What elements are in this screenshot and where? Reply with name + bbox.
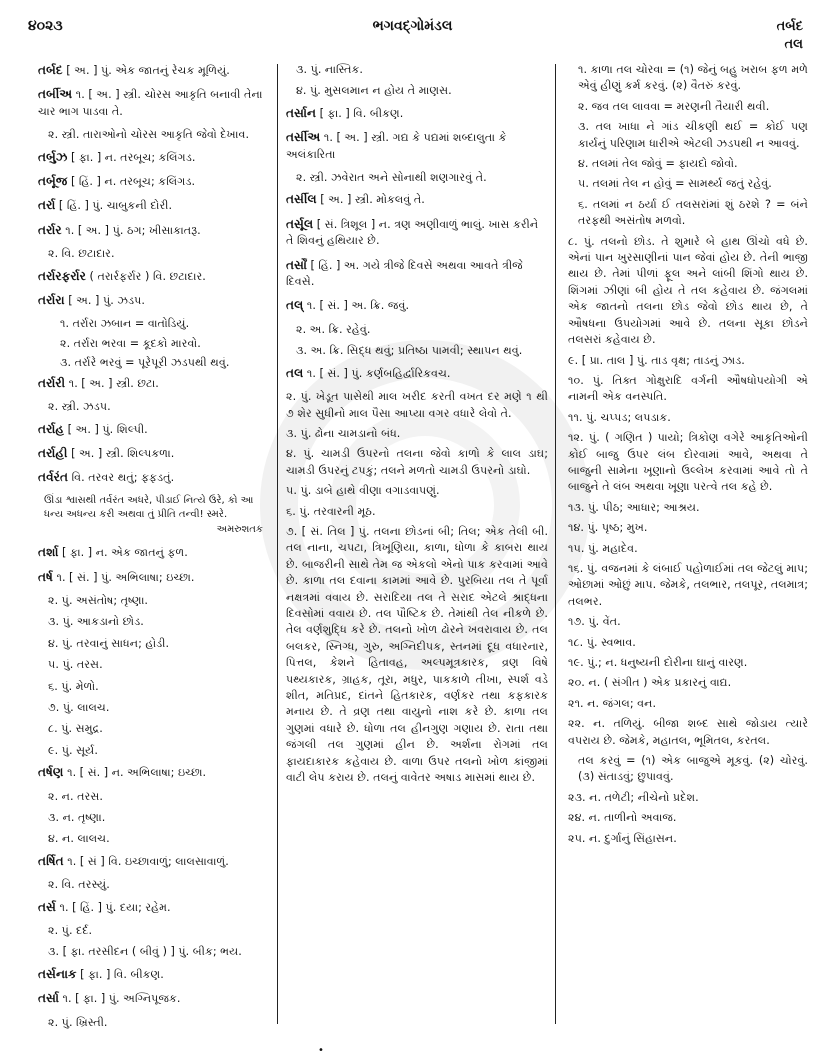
guide-word-last: તલ: [784, 37, 803, 52]
sense-item: ૩. ન. તૃષ્ણા.: [48, 811, 106, 824]
sense-paragraph: ૧૬. પું. વજનમાં કે લંબાઈ પહોળાઈમાં તલ જેટલું માપ; ઓછામાં ઓછું માપ. જેમકે, તલભાર, તલપૂર, તલમાત્ર; તલભર.: [568, 561, 808, 608]
sense-paragraph: ૧૭. પું. વેંત.: [568, 615, 621, 629]
definition: [ અ. ] પું. શિલ્પી.: [64, 422, 148, 436]
column-left: [38, 62, 263, 1036]
headword: તર્સીલ: [286, 192, 317, 207]
headword: તર્સીઅ: [286, 130, 321, 145]
sense-paragraph: ૨૫. ન. દુર્ગાનું સિંહાસન.: [568, 831, 677, 845]
headword: તર્રાર: [38, 222, 62, 237]
sense-paragraph: ૭. [ સં. તિલ ] પું. તલના છોડનાં બી; તિલ; એક તેલી બી. તલ નાના, ચપટા, ત્રિખૂણિયા, કાળા, ધોળા કે કાબરા થાય છે. બાજરીની સાથે તેમ જ એકલો એનો પાક કરવામાં આવે છે. કાળા તલ દવાના કામમાં આવે છે. પુરબિયા તલ તે પૂર્વા નક્ષત્રમાં વવાય છે. સરાદિયા તલ તે સરાદ એટલે શ્રાદ્ધના દિવસોમાં વવાય છે. તલ પૌષ્ટિક છે. તેમાંથી તેલ નીકળે છે. તેલ વર્ણશુદ્ધિ કરે છે. તલનો ખોળ ઢોરને ખવરાવાય છે. તલ બલકર, સ્નિગ્ધ, ગુરુ, અગ્નિદીપક, સ્તનમાં દૂધ વધારનાર, પિત્તલ, કેશને હિતાવહ, અલ્પમૂત્રકારક, વ્રણ વિષે પથ્યકારક, ગ્રાહક, તૂરા, મધુર, પાકકાળે તીખા, સ્પર્શ વડે શીત, મતિપ્રદ, દાંતને હિતકારક, વર્ણકર તથા કફકારક મનાય છે. તે વ્રણ તથા વાયુનો નાશ કરે છે. કાળા તલ ગુણમાં વધારે છે. ધોળા તલ હીનગુણ ગણાય છે. રાતા તથા જંગલી તલ ગુણમાં હીન છે. અર્શના રોગમાં તલ ફાયદાકારક કહેવાય છે. વાળા ઉપર તલનો ખોળ કાંજીમાં વાટી લેપ કરાય છે. તલનું વાવેતર અષાડ માસમાં થાય છે.: [286, 524, 548, 785]
dictionary-entry: [38, 421, 263, 438]
dictionary-entry: [286, 365, 548, 382]
sense-item: ૫. પું. તરસ.: [48, 658, 103, 672]
dictionary-entry: [38, 544, 263, 561]
guide-word-first: તર્બદ: [776, 19, 803, 34]
definition: [ હિં. ] અ. ગયે ત્રીજે દિવસે અથવા આવતે ત્રીજે દિવસે.: [286, 258, 523, 289]
idiom-paragraph: ૩. તલ ખાધા ને ગાંડ ચીકણી થઈ = કોઈ પણ કાર્યનું પરિણામ ધારીએ એટલી ઝડપથી ન આવવું.: [578, 120, 808, 150]
sense-item: ૨. વિ. તરસ્યું.: [48, 878, 110, 892]
sense-paragraph: ૧૩. પું. પીઠ; આધાર; આશ્રય.: [568, 500, 700, 514]
headword: તર્સા: [38, 991, 59, 1006]
definition: [ સં. ત્રિશૂલ ] ન. ત્રણ અણીવાળું ભાલું. ખાસ કરીને તે શિવનું હથિયાર છે.: [286, 217, 539, 248]
sense-item: ૩. પું. આકડાનો છોડ.: [48, 615, 144, 629]
definition: વિ. તરવર થતું; ફફડતું.: [68, 471, 175, 485]
sense-item: ૨. અ. ક્રિ. રહેવું.: [296, 322, 371, 336]
dictionary-entry: [38, 86, 263, 120]
sense-paragraph: ૨૩. ન. તળેટી; નીચેનો પ્રદેશ.: [568, 790, 699, 804]
sense-paragraph: ૮. પું. તલનો છોડ. તે શુમારે બે હાથ ઊંચો વધે છે. એનાં પાન ખુરસાણીનાં પાન જેવાં હોય છે. તેની ભાજી થાય છે. તેમાં પીળાં ફૂલ અને લાંબી શિંગો થાય છે. શિંગમાં ઝીણાં બી હોય તે તલ કહેવાય છે. જંગલમાં એક જાતનો તલના છોડ જેવો છોડ થાય છે, તે ઔષધના ઉપયોગમાં આવે છે. તલના સૂકા છોડને તલસરાં કહેવાય છે.: [568, 234, 808, 347]
dictionary-entry: [38, 469, 263, 486]
definition: ( તરાર્રફર્રાર ) વિ. છટાદાર.: [85, 269, 206, 283]
column-divider-1: [277, 64, 278, 1024]
definition: ૧. [ હિં. ] પું. દયા; રહેમ.: [55, 900, 171, 914]
quotation-source: અમરુશતક: [216, 523, 263, 535]
headword: તર્ષ: [38, 569, 53, 584]
idiom-item: ૨. તર્રારા ભરવા = કૂદકો મારવો.: [60, 336, 201, 350]
dictionary-entry: [38, 966, 263, 983]
idiom-paragraph: ૪. તલમાં તેલ જોવું = ફાયદો જોવો.: [578, 157, 738, 171]
sense-paragraph: ૧૮. પું. સ્વભાવ.: [568, 635, 636, 649]
definition: ૧. [ સં. ] અ. ક્રિ. જવું.: [303, 299, 410, 313]
sense-item: ૯. પું. સૂર્ય.: [48, 743, 98, 757]
sense-paragraph: ૧૧. પું. ચપ્પડ; લપડાક.: [568, 410, 671, 424]
dictionary-entry: [286, 129, 548, 163]
sense-item: ૩. [ ફા. તરસીદન ( બીવું ) ] પું. બીક; ભય.: [48, 945, 242, 959]
dictionary-entry: [38, 764, 263, 781]
headword: તર્સાન: [286, 105, 317, 120]
sense-paragraph: ૧૫. પું. મહાદેવ.: [568, 541, 638, 555]
idiom-paragraph: ૧. કાળા તલ ચોરવા = (૧) જેનું બહુ ખરાબ ફળ મળે એવું હીણું કર્મ કરવું. (૨) વૈતરું કરવું.: [578, 63, 808, 93]
definition: ૧. [ અ. ] સ્ત્રી. ચોરસ આકૃતિ બનાવી તેના ચાર ભાગ પાડવા તે.: [38, 88, 263, 118]
dictionary-entry: [38, 222, 263, 239]
sense-item: ૨. સ્ત્રી. ઝડપ.: [48, 400, 111, 414]
sense-paragraph: ૨૪. ન. તાળીનો અવાજ.: [568, 811, 677, 825]
definition: [ અ. ] પું. ઝડપ.: [64, 294, 145, 308]
dictionary-entry: [38, 375, 263, 392]
definition: ૧. [ સં. ] ન. અભિલાષા; ઇચ્છા.: [63, 766, 207, 780]
dictionary-entry: [286, 105, 548, 122]
sense-item: ૭. પું. લાલચ.: [48, 700, 110, 714]
sense-item: ૩. અ. ક્રિ. સિદ્ધ થવું; પ્રતિષ્ઠા પામવી; સ્થાપન થવું.: [296, 344, 523, 358]
column-middle: [286, 62, 548, 790]
idiom-paragraph: તલ કરવું = (૧) એક બાજુએ મૂકવું. (૨) ચોરવું. (૩) સંતાડવું; છુપાવવું.: [578, 754, 808, 784]
sense-paragraph: ૪. પું. ચામડી ઉપરનો તલના જેવો કાળો કે લાલ ડાઘ; ચામડી ઉપરનું ટપકું; તલને મળતો ચામડી ઉપરનો ડાઘો.: [286, 447, 548, 477]
dictionary-entry: [38, 268, 263, 285]
guide-words: [777, 18, 803, 54]
definition: [ અ. ] પું. એક જાતનું રેચક મૂળિયું.: [62, 64, 230, 77]
dictionary-entry: [38, 173, 263, 190]
sense-item: ૨. પું. દર્દ.: [48, 924, 93, 938]
dictionary-entry: [38, 445, 263, 462]
sense-item: ૨. ન. તરસ.: [48, 789, 103, 803]
sense-paragraph: ૩. પું. ઢોના ચામડાનો બંધ.: [286, 426, 401, 440]
definition: [ અ. ] સ્ત્રી. મોકલવું તે.: [316, 193, 425, 207]
idiom-item: ૩. તર્રારે ભરવું = પૂરેપૂરી ઝડપથી થવું.: [60, 356, 230, 370]
headword: તર્બૂજ: [38, 174, 68, 189]
headword: તર્ષિત: [38, 853, 64, 868]
sense-item: ૩. પું. નાસ્તિક.: [296, 63, 363, 76]
sense-paragraph: ૨૧. ન. જંગલ; વન.: [568, 696, 657, 710]
definition: ૧. [ અ. ] પું. ઠગ; ખીસાકાતરૂ.: [61, 223, 201, 237]
definition: ૧. [ સં ] વિ. ઇચ્છાવાળું; લાલસાવાળું.: [63, 854, 229, 868]
sense-item: ૮. પું. સમુદ્ર.: [48, 722, 103, 736]
headword: તર્સ: [38, 899, 56, 914]
idiom-item: ૧. તર્રારા ઝબાન = વાતોડિયું.: [60, 317, 190, 331]
dictionary-entry: [38, 899, 263, 916]
headword: તર્સનાક: [38, 966, 77, 981]
headword: તલ્: [286, 298, 304, 313]
headword: તર્બદ: [38, 63, 63, 77]
sense-paragraph: ૫. પું. ડાબે હાથે વીણા વગાડવાપણું.: [286, 484, 440, 498]
headword: તર્રારફર્રાર: [38, 268, 86, 283]
running-title: ભગવદ્ગોમંડલ: [372, 18, 453, 34]
sense-item: ૬. પું. મેળો.: [48, 679, 99, 693]
dictionary-entry: [286, 216, 548, 250]
sense-paragraph: ૨૦. ન. ( સંગીત ) એક પ્રકારનું વાદ્ય.: [568, 676, 732, 690]
headword: તર્રારા: [38, 293, 65, 308]
sense-item: ૨. સ્ત્રી. તારાઓનો ચોરસ આકૃતિ જેવો દેખાવ.: [48, 128, 250, 142]
sense-paragraph: ૧૨. પું. ( ગણિત ) પાયો; ત્રિકોણ વગેરે આકૃતિઓની કોઈ બાજુ ઉપર લંબ દોરવામાં આવે, અથવા તે બાજુની સામેના ખૂણાનો ઉલ્લેખ કરવામાં આવે તો તે બાજુને તે લંબ અથવા ખૂણા પરત્વે તલ કહે છે.: [568, 431, 808, 494]
headword: તર્બીઅ: [38, 87, 73, 102]
definition: ૧. [ અ. ] સ્ત્રી. છટા.: [65, 376, 159, 390]
headword: તર્વરંત: [38, 470, 69, 485]
dictionary-entry: [38, 569, 263, 586]
dictionary-entry: [38, 292, 263, 309]
headword: તર્બુઝ: [38, 149, 68, 164]
sense-item: ૨. વિ. છટાદાર.: [48, 247, 115, 261]
sense-paragraph: ૧૯. પું.; ન. ધનુષ્યની દોરીના ઘાનું વારણ.: [568, 656, 748, 669]
definition: [ ફા. ] વિ. બીકણ.: [76, 967, 164, 981]
definition: [ ફા. ] ન. એક જાતનું ફળ.: [58, 546, 188, 560]
dictionary-entry: [38, 62, 263, 79]
headword: તલ: [286, 365, 304, 380]
definition: [ હિં. ] ન. તરબૂચ; કલિંગડ.: [67, 175, 196, 189]
sense-item: ૪. પું. મુસલમાન ન હોય તે માણસ.: [296, 84, 452, 98]
headword: તર્રાહી: [38, 445, 68, 460]
idiom-paragraph: ૨. જવ તલ લાવવા = મરણની તૈયારી થવી.: [578, 99, 770, 113]
column-right: [568, 62, 808, 851]
dictionary-entry: [286, 191, 548, 208]
page-number: ૪૦૨૩: [28, 18, 63, 34]
sense-paragraph: ૨. પું. ખેડૂત પાસેથી માલ ખરીદ કરતી વખત દર મણે ૧ થી ૭ શેર સુધીનો માલ પૈસા આપ્યા વગર વધારે લેવો તે.: [286, 390, 548, 420]
definition: ૧. [ સં. ] પું. કર્ણબહિર્દ્વારિકવચ.: [303, 366, 451, 380]
sense-item: ૨. સ્ત્રી. ઝવેરાત અને સોનાથી શણગારવું તે.: [296, 171, 487, 185]
headword: તર્રારી: [38, 375, 66, 390]
footer-mark: •: [318, 1045, 324, 1056]
dictionary-entry: [38, 990, 263, 1007]
headword: તર્શા: [38, 545, 59, 560]
headword: તર્સોં: [286, 257, 307, 272]
headword: તર્સૂલ: [286, 216, 314, 231]
headword: તર્રાહ: [38, 421, 65, 436]
definition: [ અ. ] સ્ત્રી. શિલ્પકળા.: [67, 446, 175, 460]
dictionary-entry: [38, 149, 263, 166]
dictionary-entry: [38, 853, 263, 870]
sense-paragraph: ૯. [ પ્રા. તાલ ] પું. તાડ વૃક્ષ; તાડનું ઝાડ.: [568, 353, 745, 367]
definition: [ ફા. ] વિ. બીકણ.: [316, 106, 404, 120]
dictionary-entry: [38, 197, 263, 214]
definition: ૧. [ અ. ] સ્ત્રી. ગદ્ય કે પદ્યમાં શબ્દાલુતા કે અલંકારિતા: [286, 131, 507, 161]
page-header: [0, 14, 825, 54]
idiom-paragraph: ૬. તલમાં ન ઠર્યા ઈ તલસરાંમાં શું ઠરશે ? = બંને તરફથી અસંતોષ મળવો.: [578, 197, 808, 228]
sense-item: ૪. ન. લાલચ.: [48, 832, 110, 846]
sense-paragraph: ૬. પું. તરવારની મૂઠ.: [286, 504, 376, 518]
sense-item: ૪. પું. તરવાનું સાધન; હોડી.: [48, 636, 170, 650]
definition: [ હિં. ] પું. ચાબુકની દોરી.: [55, 199, 172, 213]
definition: ૧. [ સં. ] પું. અભિલાષા; ઇચ્છા.: [52, 570, 195, 584]
headword: તર્ષણ: [38, 765, 64, 780]
definition: ૧. [ ફા. ] પું. અગ્નિપૂજક.: [58, 992, 181, 1006]
dictionary-entry: [286, 257, 548, 291]
sense-item: ૨. પું. અસંતોષ; તૃષ્ણા.: [48, 593, 148, 607]
headword: તર્રા: [38, 198, 56, 213]
idiom-paragraph: ૫. તલમાં તેલ ન હોવું = સામર્થ્ય જતું રહેવું.: [578, 177, 772, 191]
quotation: ઊંડા શ્વાસથી તર્વરંત અધરે, પીડાઈ નિત્યે ઉરે, કો આ ધન્ય અધન્ય કરી અથવા તું પ્રીતિ તન્વી! સ્મરે.: [44, 494, 254, 520]
dictionary-entry: [286, 297, 548, 314]
definition: [ ફા. ] ન. તરબૂચ; કલિંગડ.: [67, 150, 196, 164]
sense-item: ૨. પું. ખ્રિસ્તી.: [48, 1015, 108, 1029]
sense-paragraph: ૧૦. પું. તિક્ત ગોક્ષુરાદિ વર્ગની ઔષધોપયોગી એ નામની એક વનસ્પતિ.: [568, 373, 808, 404]
sense-paragraph: ૨૨. ન. તળિયું. બીજા શબ્દ સાથે જોડાય ત્યારે વપરાય છે. જેમકે, મહાતલ, ભૂમિતલ, કરતલ.: [568, 717, 808, 747]
column-divider-2: [555, 64, 556, 1024]
sense-paragraph: ૧૪. પું. પૃષ્ઠ; મુખ.: [568, 521, 648, 535]
